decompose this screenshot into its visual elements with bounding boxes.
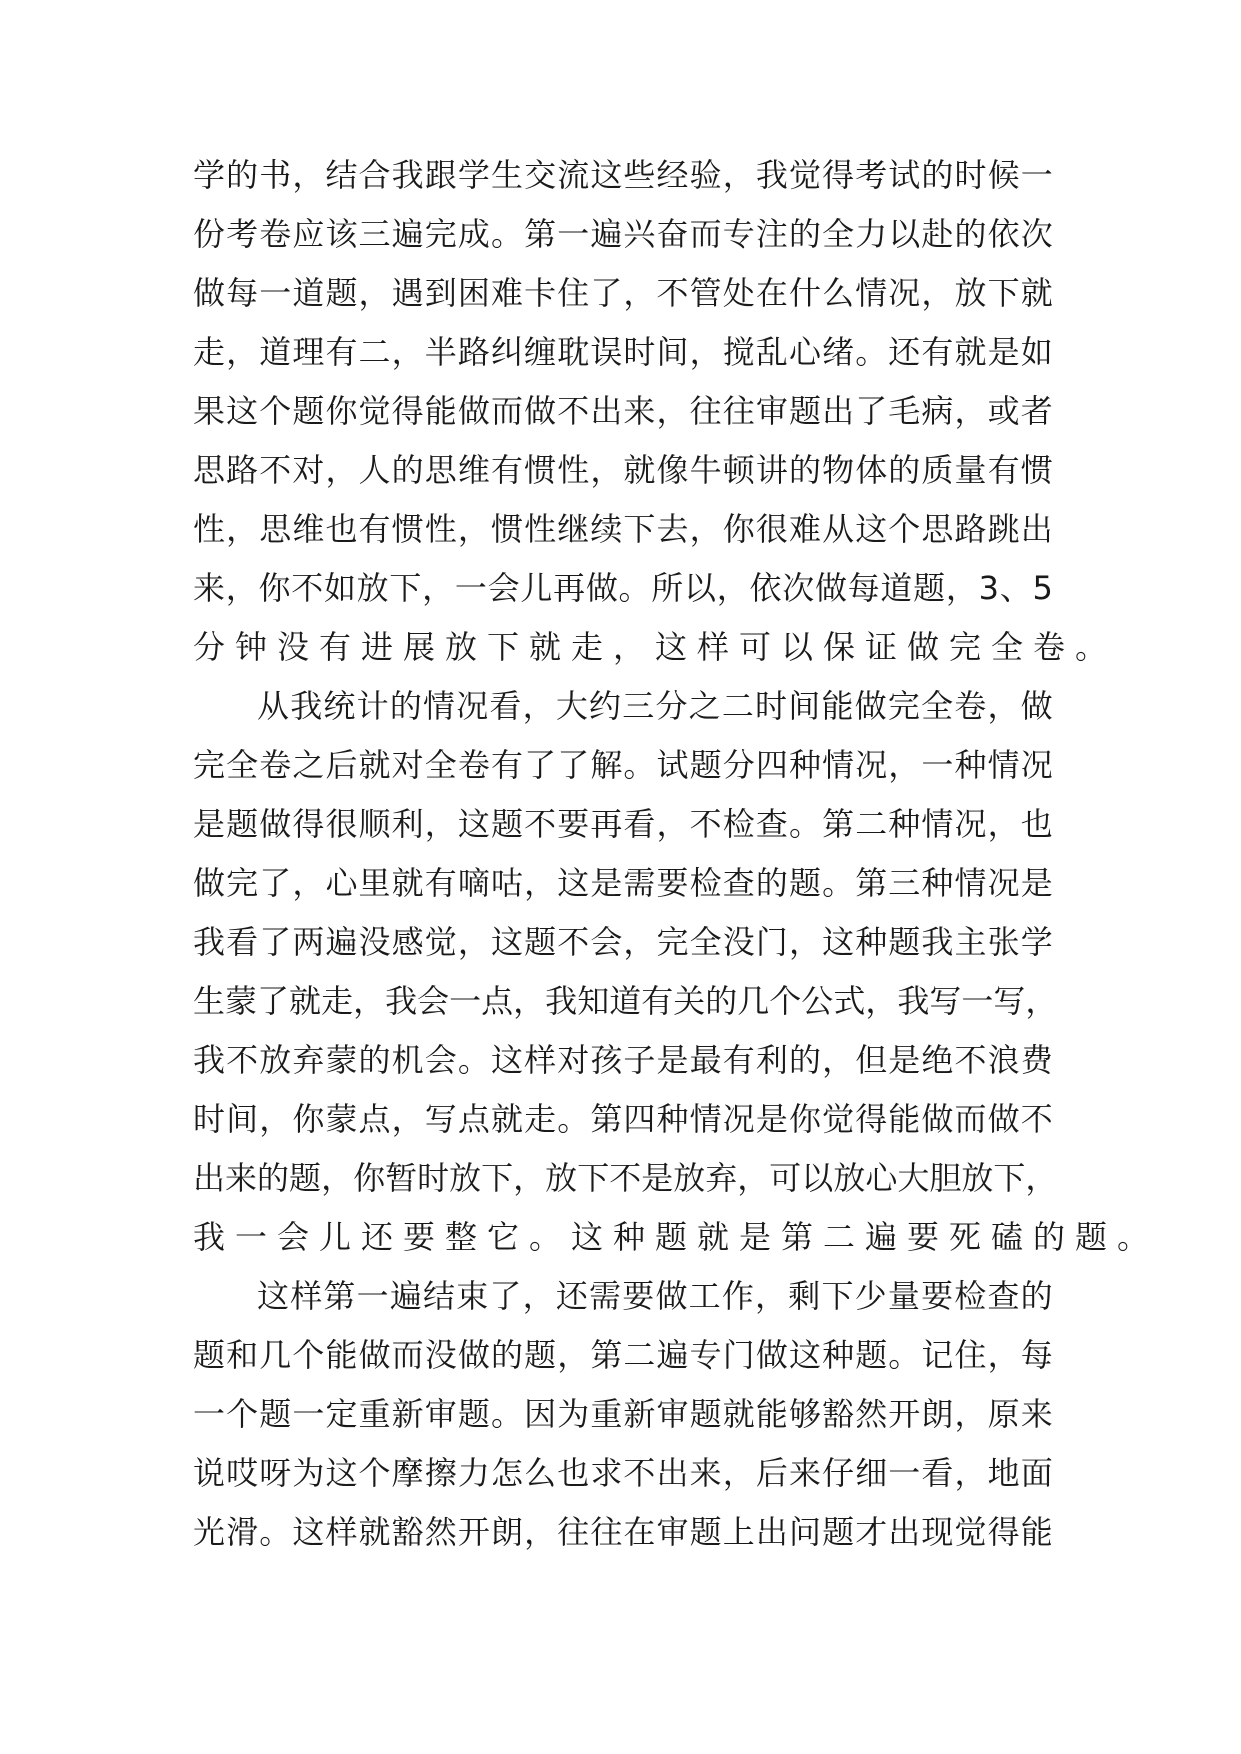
text-line: 做 完 了 ， 心 里 就 有 嘀 咕 ， 这 是 需 要 检 查 的 题 。 第 三 种 情 况 是 [193,864,1053,902]
text-line: 出 来 的 题 ， 你 暂 时 放 下 ， 放 下 不 是 放 弃 ， 可 以 放 心 大 胆 放 下 ， [193,1159,1058,1197]
text-line: 思 路 不 对 ， 人 的 思 维 有 惯 性 ， 就 像 牛 顿 讲 的 物 体 的 质 量 有 惯 [193,451,1053,489]
paragraph-first-line: 这 样 第 一 遍 结 束 了 ， 还 需 要 做 工 作 ， 剩 下 少 量 要 检 查 的 [257,1277,1053,1315]
text-line: 时 间 ， 你 蒙 点 ， 写 点 就 走 。 第 四 种 情 况 是 你 觉 得 能 做 而 做 不 [193,1100,1053,1138]
body-text [193,146,1160,1562]
text-line: 题 和 几 个 能 做 而 没 做 的 题 ， 第 二 遍 专 门 做 这 种 题 。 记 住 ， 每 [193,1336,1053,1374]
text-line: 性 ， 思 维 也 有 惯 性 ， 惯 性 继 续 下 去 ， 你 很 难 从 这 个 思 路 跳 出 [193,510,1053,548]
text-line: 一 个 题 一 定 重 新 审 题 。 因 为 重 新 审 题 就 能 够 豁 然 开 朗 ， 原 来 [193,1395,1053,1433]
text-line: 我一会儿还要整它。这种题就是第二遍要死磕的题。 [193,1218,1160,1256]
text-line: 来 ， 你 不 如 放 下 ， 一 会 儿 再 做 。 所 以 ， 依 次 做 每 道 题 ， 3 、 5 [193,569,1053,607]
text-line: 完 全 卷 之 后 就 对 全 卷 有 了 了 解 。 试 题 分 四 种 情 况 ， 一 种 情 况 [193,746,1053,784]
text-line: 走 ， 道 理 有 二 ， 半 路 纠 缠 耽 误 时 间 ， 搅 乱 心 绪 。 还 有 就 是 如 [193,333,1053,371]
text-line: 生 蒙 了 就 走 ， 我 会 一 点 ， 我 知 道 有 关 的 几 个 公 式 ， 我 写 一 写 ， [193,982,1058,1020]
text-line: 光 滑 。 这 样 就 豁 然 开 朗 ， 往 往 在 审 题 上 出 问 题 才 出 现 觉 得 能 [193,1513,1053,1551]
text-line: 是 题 做 得 很 顺 利 ， 这 题 不 要 再 看 ， 不 检 查 。 第 二 种 情 况 ， 也 [193,805,1053,843]
text-line: 说 哎 呀 为 这 个 摩 擦 力 怎 么 也 求 不 出 来 ， 后 来 仔 细 一 看 ， 地 面 [193,1454,1053,1492]
text-line: 份 考 卷 应 该 三 遍 完 成 。 第 一 遍 兴 奋 而 专 注 的 全 力 以 赴 的 依 次 [193,215,1053,253]
paragraph-first-line: 从 我 统 计 的 情 况 看 ， 大 约 三 分 之 二 时 间 能 做 完 全 卷 ， 做 [257,687,1053,725]
text-line: 分钟没有进展放下就走，这样可以保证做完全卷。 [193,628,1118,666]
text-line: 我 看 了 两 遍 没 感 觉 ， 这 题 不 会 ， 完 全 没 门 ， 这 种 题 我 主 张 学 [193,923,1053,961]
text-line: 果 这 个 题 你 觉 得 能 做 而 做 不 出 来 ， 往 往 审 题 出 了 毛 病 ， 或 者 [193,392,1053,430]
text-line: 学 的 书 ， 结 合 我 跟 学 生 交 流 这 些 经 验 ， 我 觉 得 考 试 的 时 候 一 [193,156,1053,194]
text-line: 做 每 一 道 题 ， 遇 到 困 难 卡 住 了 ， 不 管 处 在 什 么 情 况 ， 放 下 就 [193,274,1053,312]
text-line: 我 不 放 弃 蒙 的 机 会 。 这 样 对 孩 子 是 最 有 利 的 ， 但 是 绝 不 浪 费 [193,1041,1053,1079]
